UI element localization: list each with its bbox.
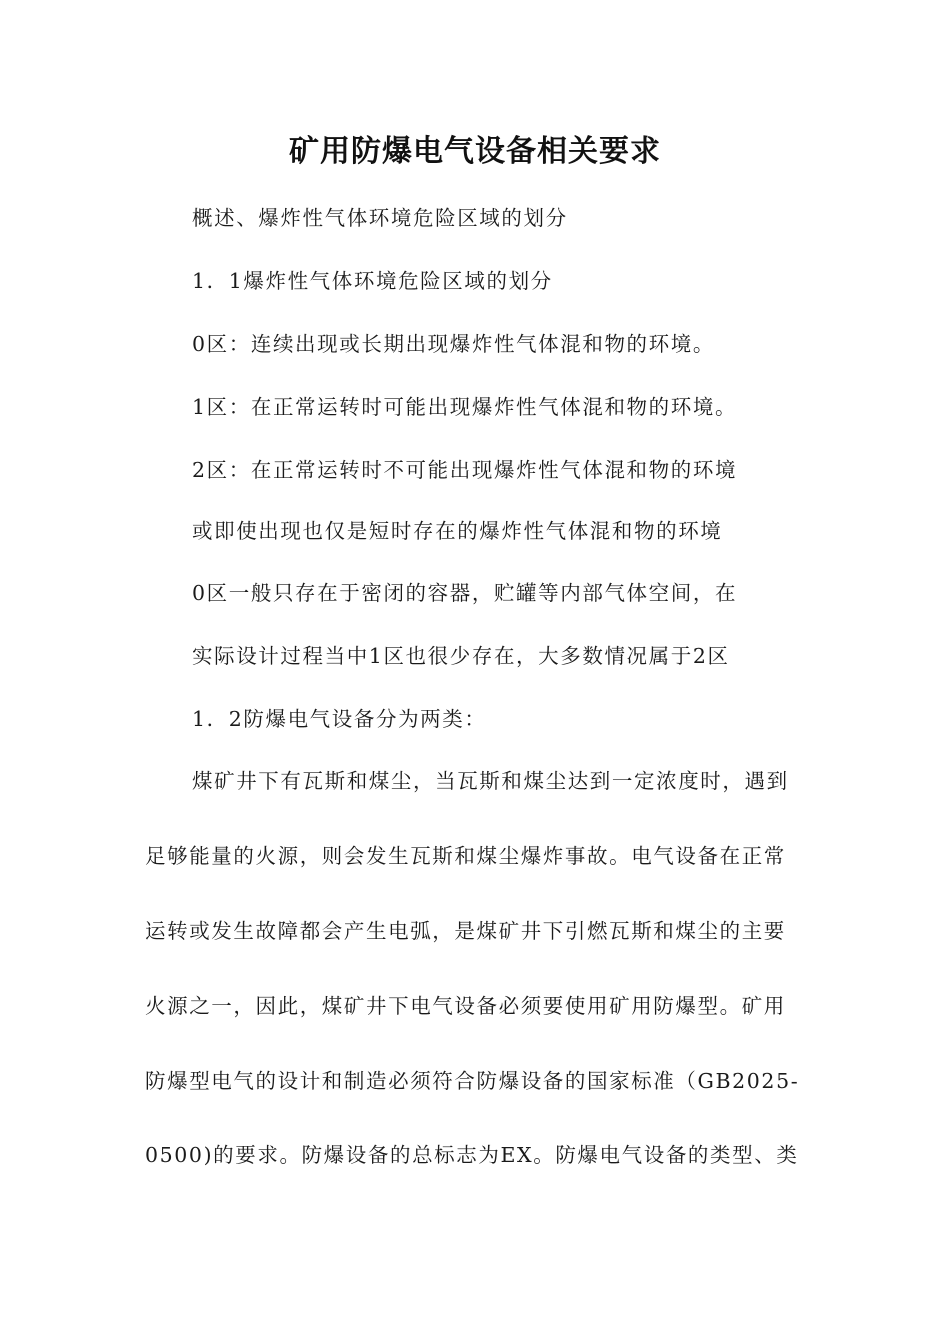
paragraph-line: 0区一般只存在于密闭的容器，贮罐等内部气体空间，在 [192,581,738,605]
paragraph-line: 1．1爆炸性气体环境危险区域的划分 [192,269,553,293]
paragraph-line: 足够能量的火源，则会发生瓦斯和煤尘爆炸事故。电气设备在正常 [145,844,786,868]
paragraph-line: 2区：在正常运转时不可能出现爆炸性气体混和物的环境 [192,458,738,482]
paragraph-line: 概述、爆炸性气体环境危险区域的划分 [192,206,568,230]
document-title: 矿用防爆电气设备相关要求 [289,134,661,169]
paragraph-line: 1区：在正常运转时可能出现爆炸性气体混和物的环境。 [192,395,738,419]
paragraph-line: 防爆型电气的设计和制造必须符合防爆设备的国家标准（GB2025- [145,1069,800,1093]
paragraph-line: 火源之一，因此，煤矿井下电气设备必须要使用矿用防爆型。矿用 [145,994,786,1018]
paragraph-line: 运转或发生故障都会产生电弧，是煤矿井下引燃瓦斯和煤尘的主要 [145,919,786,943]
paragraph-line: 1．2防爆电气设备分为两类： [192,707,487,731]
paragraph-line: 煤矿井下有瓦斯和煤尘，当瓦斯和煤尘达到一定浓度时，遇到 [192,769,789,793]
paragraph-line: 或即使出现也仅是短时存在的爆炸性气体混和物的环境 [192,519,723,543]
paragraph-line: 实际设计过程当中1区也很少存在，大多数情况属于2区 [192,644,730,668]
paragraph-line: 0500)的要求。防爆设备的总标志为EX。防爆电气设备的类型、类 [145,1143,799,1167]
paragraph-line: 0区：连续出现或长期出现爆炸性气体混和物的环境。 [192,332,715,356]
